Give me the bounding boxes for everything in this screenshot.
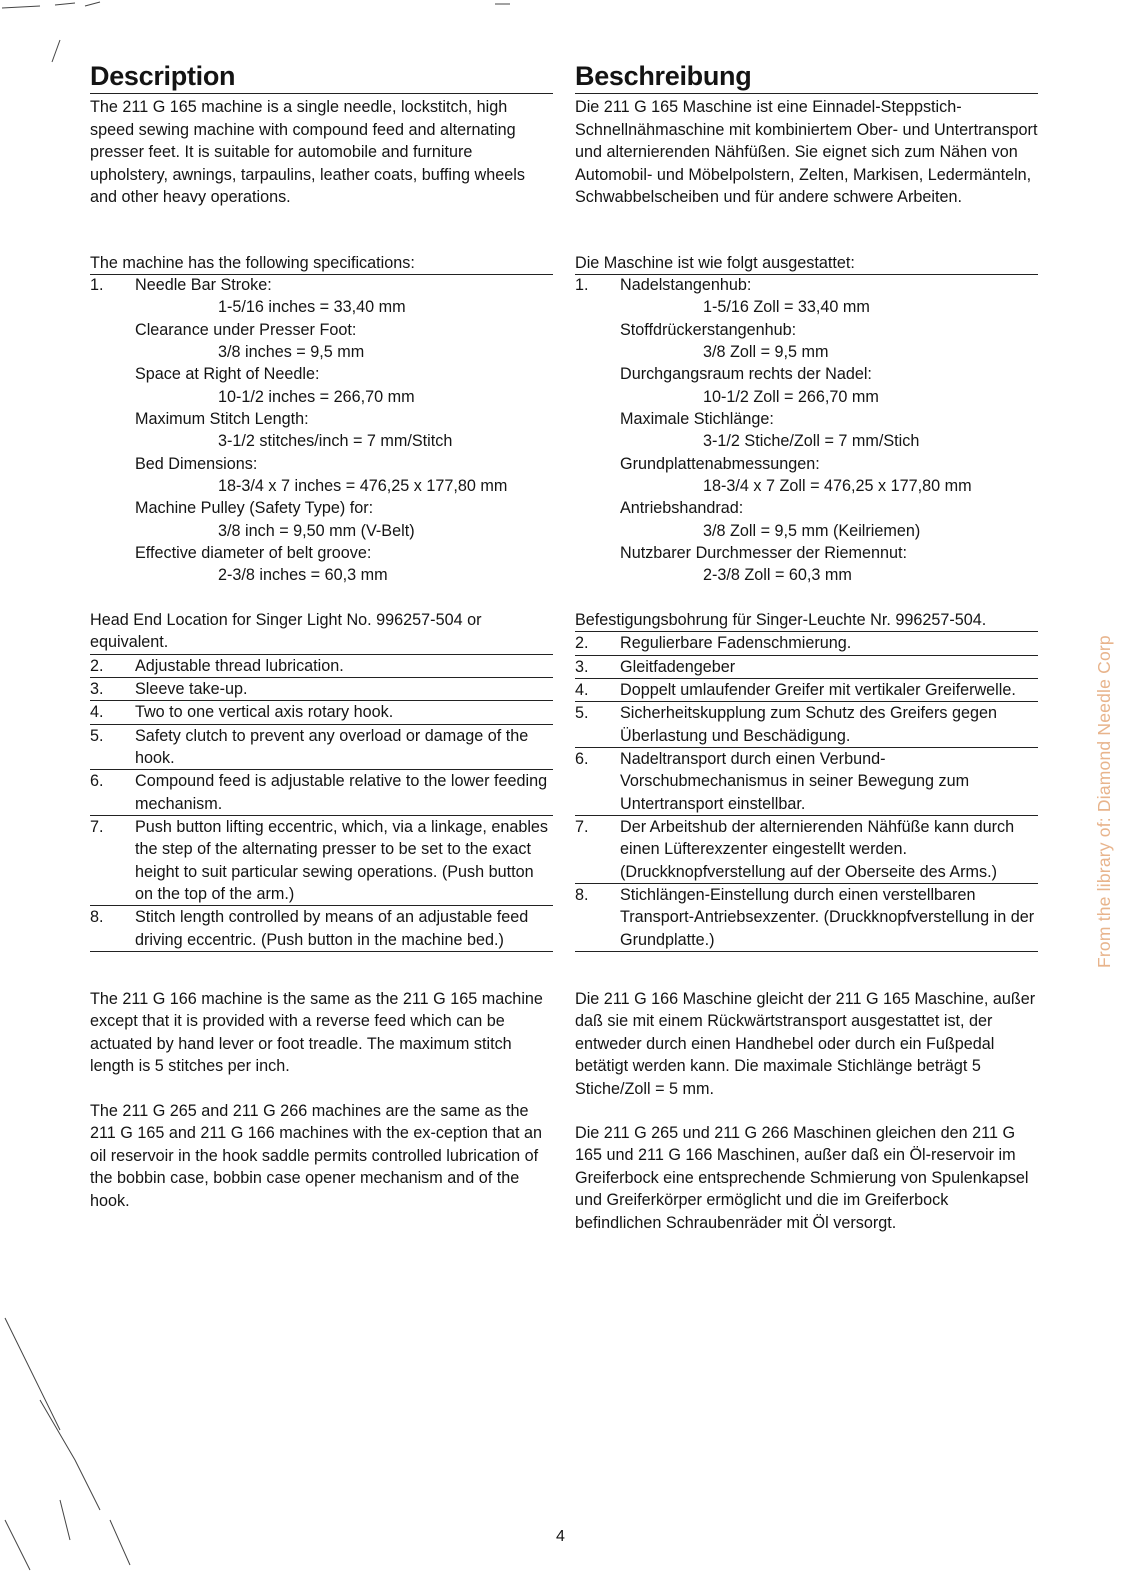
en-spec-list (90, 274, 553, 587)
feature-number: 2. (90, 656, 104, 675)
spec-number: 1. (575, 276, 589, 294)
de-intro: Die 211 G 165 Maschine ist eine Einnadel-Steppstich-Schnellnähmaschine mit kombiniertem Ober- und Untertransport und alternierenden Nähfüßen. Sie eignet sich zum Nähen von Automobil- und Möbelpolstern, Zelten, Markisen, Ledermänteln, Schwabbelscheiben und für andere schwere Arbeiten. (575, 98, 1038, 206)
feature-text: Nadeltransport durch einen Verbund-Vorschubmechanismus in seiner Bewegung zum Untertransport einstellbar. (620, 750, 970, 813)
feature-text: Sicherheitskupplung zum Schutz des Greifers gegen Überlastung und Beschädigung. (620, 704, 998, 745)
en-paragraph-166: The 211 G 166 machine is the same as the 211 G 165 machine except that it is provided with a reverse feed which can be actuated by hand lever or foot treadle. The maximum stitch length is 5 stitches per inch. (90, 990, 543, 1076)
spec-value: 10-1/2 inches = 266,70 mm (218, 387, 415, 406)
spec-row (90, 363, 553, 385)
feature-item (575, 609, 1038, 632)
spec-value: 2-3/8 inches = 60,3 mm (218, 566, 388, 585)
spec-value: 3-1/2 Stiche/Zoll = 7 mm/Stich (703, 432, 920, 451)
feature-item (575, 656, 1038, 679)
feature-number: 8. (90, 908, 104, 927)
de-title: Beschreibung (575, 60, 1038, 94)
feature-item (90, 678, 553, 701)
spec-label: Durchgangsraum rechts der Nadel: (620, 365, 872, 384)
spec-label: Bed Dimensions: (135, 454, 258, 473)
page-number: 4 (556, 1528, 565, 1545)
feature-item (575, 816, 1038, 884)
feature-item (90, 609, 553, 655)
scan-mark-bottom-left (5, 1318, 130, 1570)
spec-value: 3-1/2 stitches/inch = 7 mm/Stitch (218, 432, 453, 451)
spec-label: Nutzbarer Durchmesser der Riemennut: (620, 544, 907, 563)
feature-item (575, 679, 1038, 702)
en-title: Description (90, 60, 553, 94)
feature-text: Stichlängen-Einstellung durch einen verstellbaren Transport-Antriebsexzenter. (Druckknopfverstellung in der Grundplatte.) (620, 886, 1035, 949)
feature-item (575, 702, 1038, 748)
feature-number: 3. (90, 680, 104, 699)
feature-item (575, 748, 1038, 816)
spec-label: Needle Bar Stroke: (135, 276, 272, 294)
spec-value: 2-3/8 Zoll = 60,3 mm (703, 566, 852, 585)
spec-label: Maximum Stitch Length: (135, 410, 309, 429)
spec-label: Space at Right of Needle: (135, 365, 320, 384)
spec-row (575, 453, 1038, 475)
spec-value: 3/8 inch = 9,50 mm (V-Belt) (218, 521, 415, 540)
spec-value: 3/8 inches = 9,5 mm (218, 343, 365, 362)
spec-row (90, 542, 553, 564)
feature-item (90, 906, 553, 952)
feature-number: 4. (575, 681, 589, 700)
feature-text: Push button lifting eccentric, which, via a linkage, enables the step of the alternating presser to be set to the exact height to suit particular sewing operations. (Push button on the top of the arm.) (135, 818, 549, 904)
feature-number: 5. (90, 726, 104, 745)
spec-row (575, 408, 1038, 430)
spec-value: 1-5/16 Zoll = 33,40 mm (703, 298, 870, 317)
feature-item (90, 655, 553, 678)
spec-row (90, 319, 553, 341)
spec-value: 1-5/16 inches = 33,40 mm (218, 298, 406, 317)
feature-item (90, 770, 553, 816)
feature-text: Compound feed is adjustable relative to the lower feeding mechanism. (135, 772, 548, 813)
spec-row (575, 542, 1038, 564)
spec-value: 3/8 Zoll = 9,5 mm (Keilriemen) (703, 521, 921, 540)
scan-mark-top (2, 2, 100, 8)
feature-number: 5. (575, 704, 589, 723)
de-spec-list (575, 274, 1038, 587)
feature-text: Adjustable thread lubrication. (135, 656, 344, 675)
feature-text: Doppelt umlaufender Greifer mit vertikaler Greiferwelle. (620, 681, 1016, 700)
feature-number: 8. (575, 886, 589, 905)
spec-row (575, 497, 1038, 519)
spec-row (90, 408, 553, 430)
spec-label: Maximale Stichlänge: (620, 410, 774, 429)
de-spec-heading: Die Maschine ist wie folgt ausgestattet: (575, 252, 1038, 275)
feature-item (575, 632, 1038, 655)
spec-label: Grundplattenabmessungen: (620, 454, 820, 473)
en-intro: The 211 G 165 machine is a single needle, lockstitch, high speed sewing machine with compound feed and alternating presser feet. It is suitable for automobile and furniture upholstery, awnings, tarpaulins, leather coats, buffing wheels and other heavy operations. (90, 98, 525, 206)
spec-row (90, 274, 553, 296)
spec-label: Nadelstangenhub: (620, 276, 752, 294)
feature-number: 7. (90, 818, 104, 837)
spec-value: 18-3/4 x 7 Zoll = 476,25 x 177,80 mm (703, 477, 972, 496)
en-feature-list (90, 609, 553, 952)
spec-label: Clearance under Presser Foot: (135, 320, 357, 339)
spec-label: Stoffdrückerstangenhub: (620, 320, 797, 339)
de-paragraph-166: Die 211 G 166 Maschine gleicht der 211 G 165 Maschine, außer daß sie mit einem Rückwärtstransport ausgestattet ist, der entweder durch einen Handhebel oder durch ein Fußpedal betätigt werden kann. Die maximale Stichlänge beträgt 5 Stiche/Zoll = 5 mm. (575, 990, 1036, 1098)
spec-number: 1. (90, 276, 104, 294)
feature-text: Befestigungsbohrung für Singer-Leuchte Nr. 996257-504. (575, 611, 987, 629)
spec-value: 3/8 Zoll = 9,5 mm (703, 343, 829, 362)
feature-item (90, 701, 553, 724)
de-feature-list (575, 609, 1038, 952)
spec-row (575, 274, 1038, 296)
feature-number: 6. (90, 772, 104, 791)
spec-label: Machine Pulley (Safety Type) for: (135, 499, 374, 518)
feature-item (90, 816, 553, 906)
feature-text: Two to one vertical axis rotary hook. (135, 703, 394, 722)
feature-text: Stitch length controlled by means of an adjustable feed driving eccentric. (Push button in the machine bed.) (135, 908, 529, 949)
english-column (90, 60, 553, 1210)
feature-number: 3. (575, 657, 589, 676)
en-paragraph-265: The 211 G 265 and 211 G 266 machines are the same as the 211 G 165 and 211 G 166 machines with the ex-ception that an oil reservoir in the hook saddle permits controlled lubrication of the bobbin case, bobbin case opener mechanism and of the hook. (90, 1102, 543, 1210)
spec-row (90, 453, 553, 475)
de-paragraph-265: Die 211 G 265 und 211 G 266 Maschinen gleichen den 211 G 165 und 211 G 166 Maschinen, außer daß ein Öl-reservoir im Greiferbock eine entsprechende Schmierung von Spulenkapsel und Greiferkörper ermöglicht und die im Greiferbock befindlichen Schraubenräder mit Öl versorgt. (575, 1124, 1029, 1232)
feature-item (575, 884, 1038, 952)
feature-item (90, 725, 553, 771)
feature-number: 4. (90, 703, 104, 722)
feature-number: 2. (575, 634, 589, 653)
feature-text: Regulierbare Fadenschmierung. (620, 634, 852, 653)
spec-label: Antriebshandrad: (620, 499, 744, 518)
en-spec-heading: The machine has the following specifications: (90, 252, 553, 275)
feature-text: Head End Location for Singer Light No. 996257-504 or equivalent. (90, 611, 482, 652)
feature-number: 6. (575, 750, 589, 769)
feature-number: 7. (575, 818, 589, 837)
spec-value: 18-3/4 x 7 inches = 476,25 x 177,80 mm (218, 477, 508, 496)
spec-value: 10-1/2 Zoll = 266,70 mm (703, 387, 879, 406)
spec-row (575, 319, 1038, 341)
feature-text: Gleitfadengeber (620, 657, 736, 676)
german-column (575, 60, 1038, 1232)
scan-mark-left (52, 40, 60, 62)
feature-text: Safety clutch to prevent any overload or damage of the hook. (135, 726, 529, 768)
feature-text: Sleeve take-up. (135, 680, 248, 699)
spec-row (90, 497, 553, 519)
library-watermark: From the library of: Diamond Needle Corp (1094, 635, 1114, 968)
spec-label: Effective diameter of belt groove: (135, 544, 372, 563)
spec-row (575, 363, 1038, 385)
feature-text: Der Arbeitshub der alternierenden Nähfüße kann durch einen Lüfterexzenter eingestellt werden. (Druckknopfverstellung auf der Oberseite des Arms.) (620, 818, 1015, 881)
